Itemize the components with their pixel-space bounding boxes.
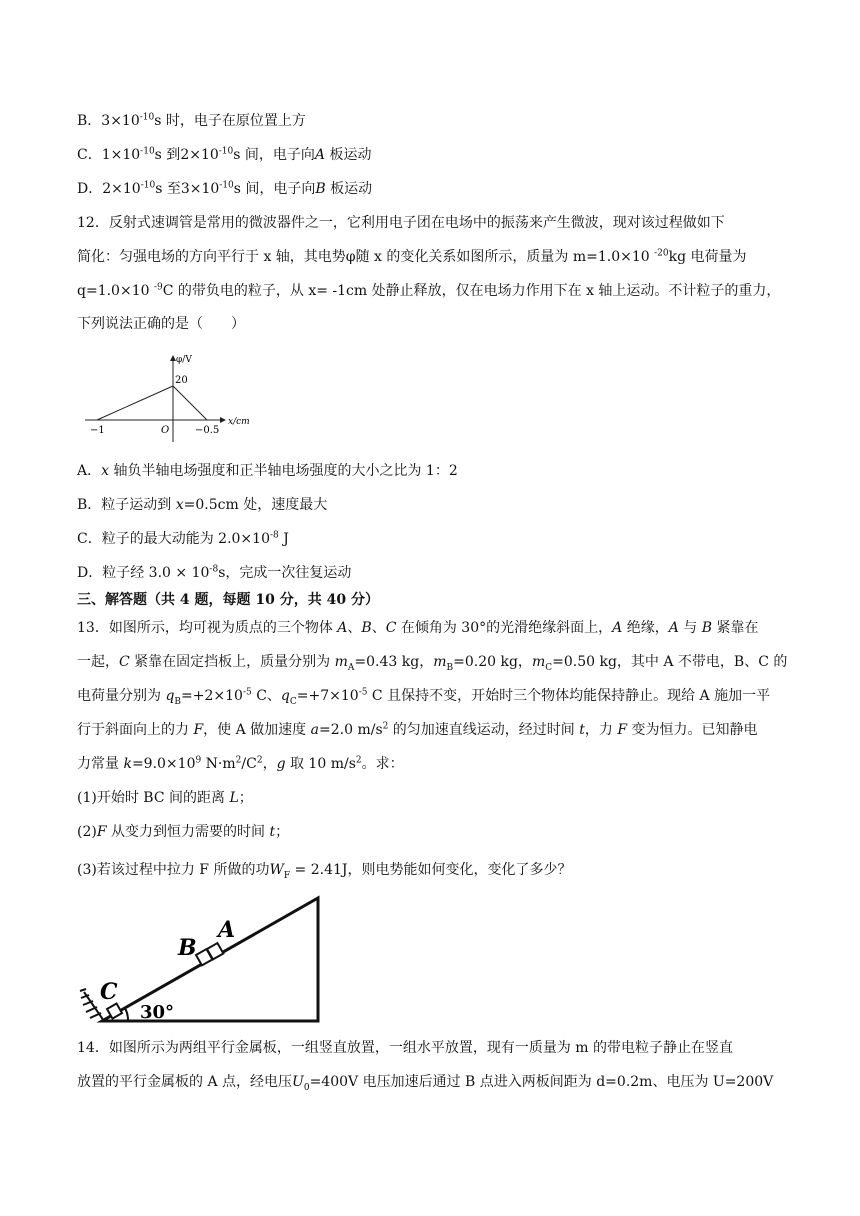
q12-option-a: A．x 轴负半轴电场强度和正半轴电场强度的大小之比为 1：2: [77, 463, 458, 479]
q11-option-d: D．$2\times 10^{-10}s$ 至$3\times 10^{-10}s$ 间，电子向B 板运动: [77, 180, 373, 197]
potential-line-right: [173, 386, 207, 420]
q13-sub3: (3)若该过程中拉力 F 所做的功$W_F = 2.41J$，则电势能如何变化，变化了多少？: [77, 862, 572, 881]
tick-right-label: −0.5: [195, 425, 220, 436]
tick-left-label: −1: [90, 425, 105, 436]
q13-sub2: (2)F 从变力到恒力需要的时间 t；: [77, 824, 290, 840]
peak-label: 20: [175, 375, 188, 386]
x-axis-label: x/cm: [228, 417, 250, 427]
q12-stem-line4: 下列说法正确的是（ ）: [77, 316, 245, 332]
origin-label: O: [161, 425, 170, 436]
q13-line5: 力常量 $k=9.0\times 10^9$ $N\cdot m^2/C^2$，g 取 10 $m/s^2$。求：: [77, 755, 404, 772]
potential-line-left: [97, 386, 173, 420]
q13-line1: 13．如图所示，均可视为质点的三个物体 A、B、C 在倾角为 30°的光滑绝缘斜面上，A 绝缘，A 与 B 紧靠在: [77, 620, 759, 636]
q12-stem-line1: 12．反射式速调管是常用的微波器件之一，它利用电子团在电场中的振荡来产生微波，现对该过程做如下: [77, 215, 725, 231]
label-a: A: [218, 917, 236, 943]
angle-arc: [125, 1008, 128, 1021]
angle-label: 30°: [140, 1002, 175, 1023]
q13-sub1: (1)开始时 BC 间的距离 L；: [77, 790, 253, 806]
label-c: C: [100, 979, 118, 1005]
q14-line2: 放置的平行金属板的 A 点，经电压$U_0=400V$ 电压加速后通过 B 点进入两板间距为 d=0.2m、电压为 U=200V: [77, 1074, 774, 1093]
q14-line1: 14．如图所示为两组平行金属板，一组竖直放置，一组水平放置，现有一质量为 m 的带电粒子静止在竖直: [77, 1040, 733, 1056]
q12-stem-line2: 简化：匀强电场的方向平行于 x 轴，其电势φ随 x 的变化关系如图所示，质量为 m=1.0×10 $^{-20}$kg 电荷量为: [77, 248, 747, 265]
q13-line2: 一起，C 紧靠在固定挡板上，质量分别为 $m_A=0.43$ kg，$m_B=0.20$ kg，$m_C=0.50$ kg，其中 A 不带电，B、C 的: [77, 654, 788, 673]
q13-line4: 行于斜面向上的力 F，使 A 做加速度 a=2.0 $m/s^2$ 的匀加速直线运动，经过时间 t，力 F 变为恒力。已知静电: [77, 721, 758, 738]
q12-option-c: C．粒子的最大动能为 $2.0\times 10^{-8}$ J: [77, 530, 289, 547]
q12-option-d: D．粒子经 $3.0 \times 10^{-8}s$，完成一次往复运动: [77, 564, 352, 581]
q11-option-b: B．$3\times 10^{-10}s$ 时，电子在原位置上方: [77, 112, 306, 129]
q11-option-c: C．$1\times 10^{-10}s$ 到$2\times 10^{-10}s$ 间，电子向A 板运动: [77, 146, 372, 163]
q12-stem-line3: q=1.0×10 $^{-9}$C 的带负电的粒子，从 x= -1cm 处静止释放，仅在电场力作用下在 x 轴上运动。不计粒子的重力，: [77, 282, 781, 299]
incline-figure: [78, 895, 328, 1025]
section-heading: 三、解答题（共 4 题，每题 10 分，共 40 分）: [77, 592, 379, 608]
y-axis-label: φ/V: [176, 355, 192, 365]
q12-option-b: B．粒子运动到 x=0.5cm 处，速度最大: [77, 497, 328, 513]
q13-line3: 电荷量分别为 $q_B=+2\times 10^{-5}$ C、$q_C=+7\times 10^{-5}$ C 且保持不变，开始时三个物体均能保持静止。现给 A 施加一平: [77, 687, 771, 707]
potential-graph: [85, 350, 265, 445]
label-b: B: [178, 935, 197, 961]
